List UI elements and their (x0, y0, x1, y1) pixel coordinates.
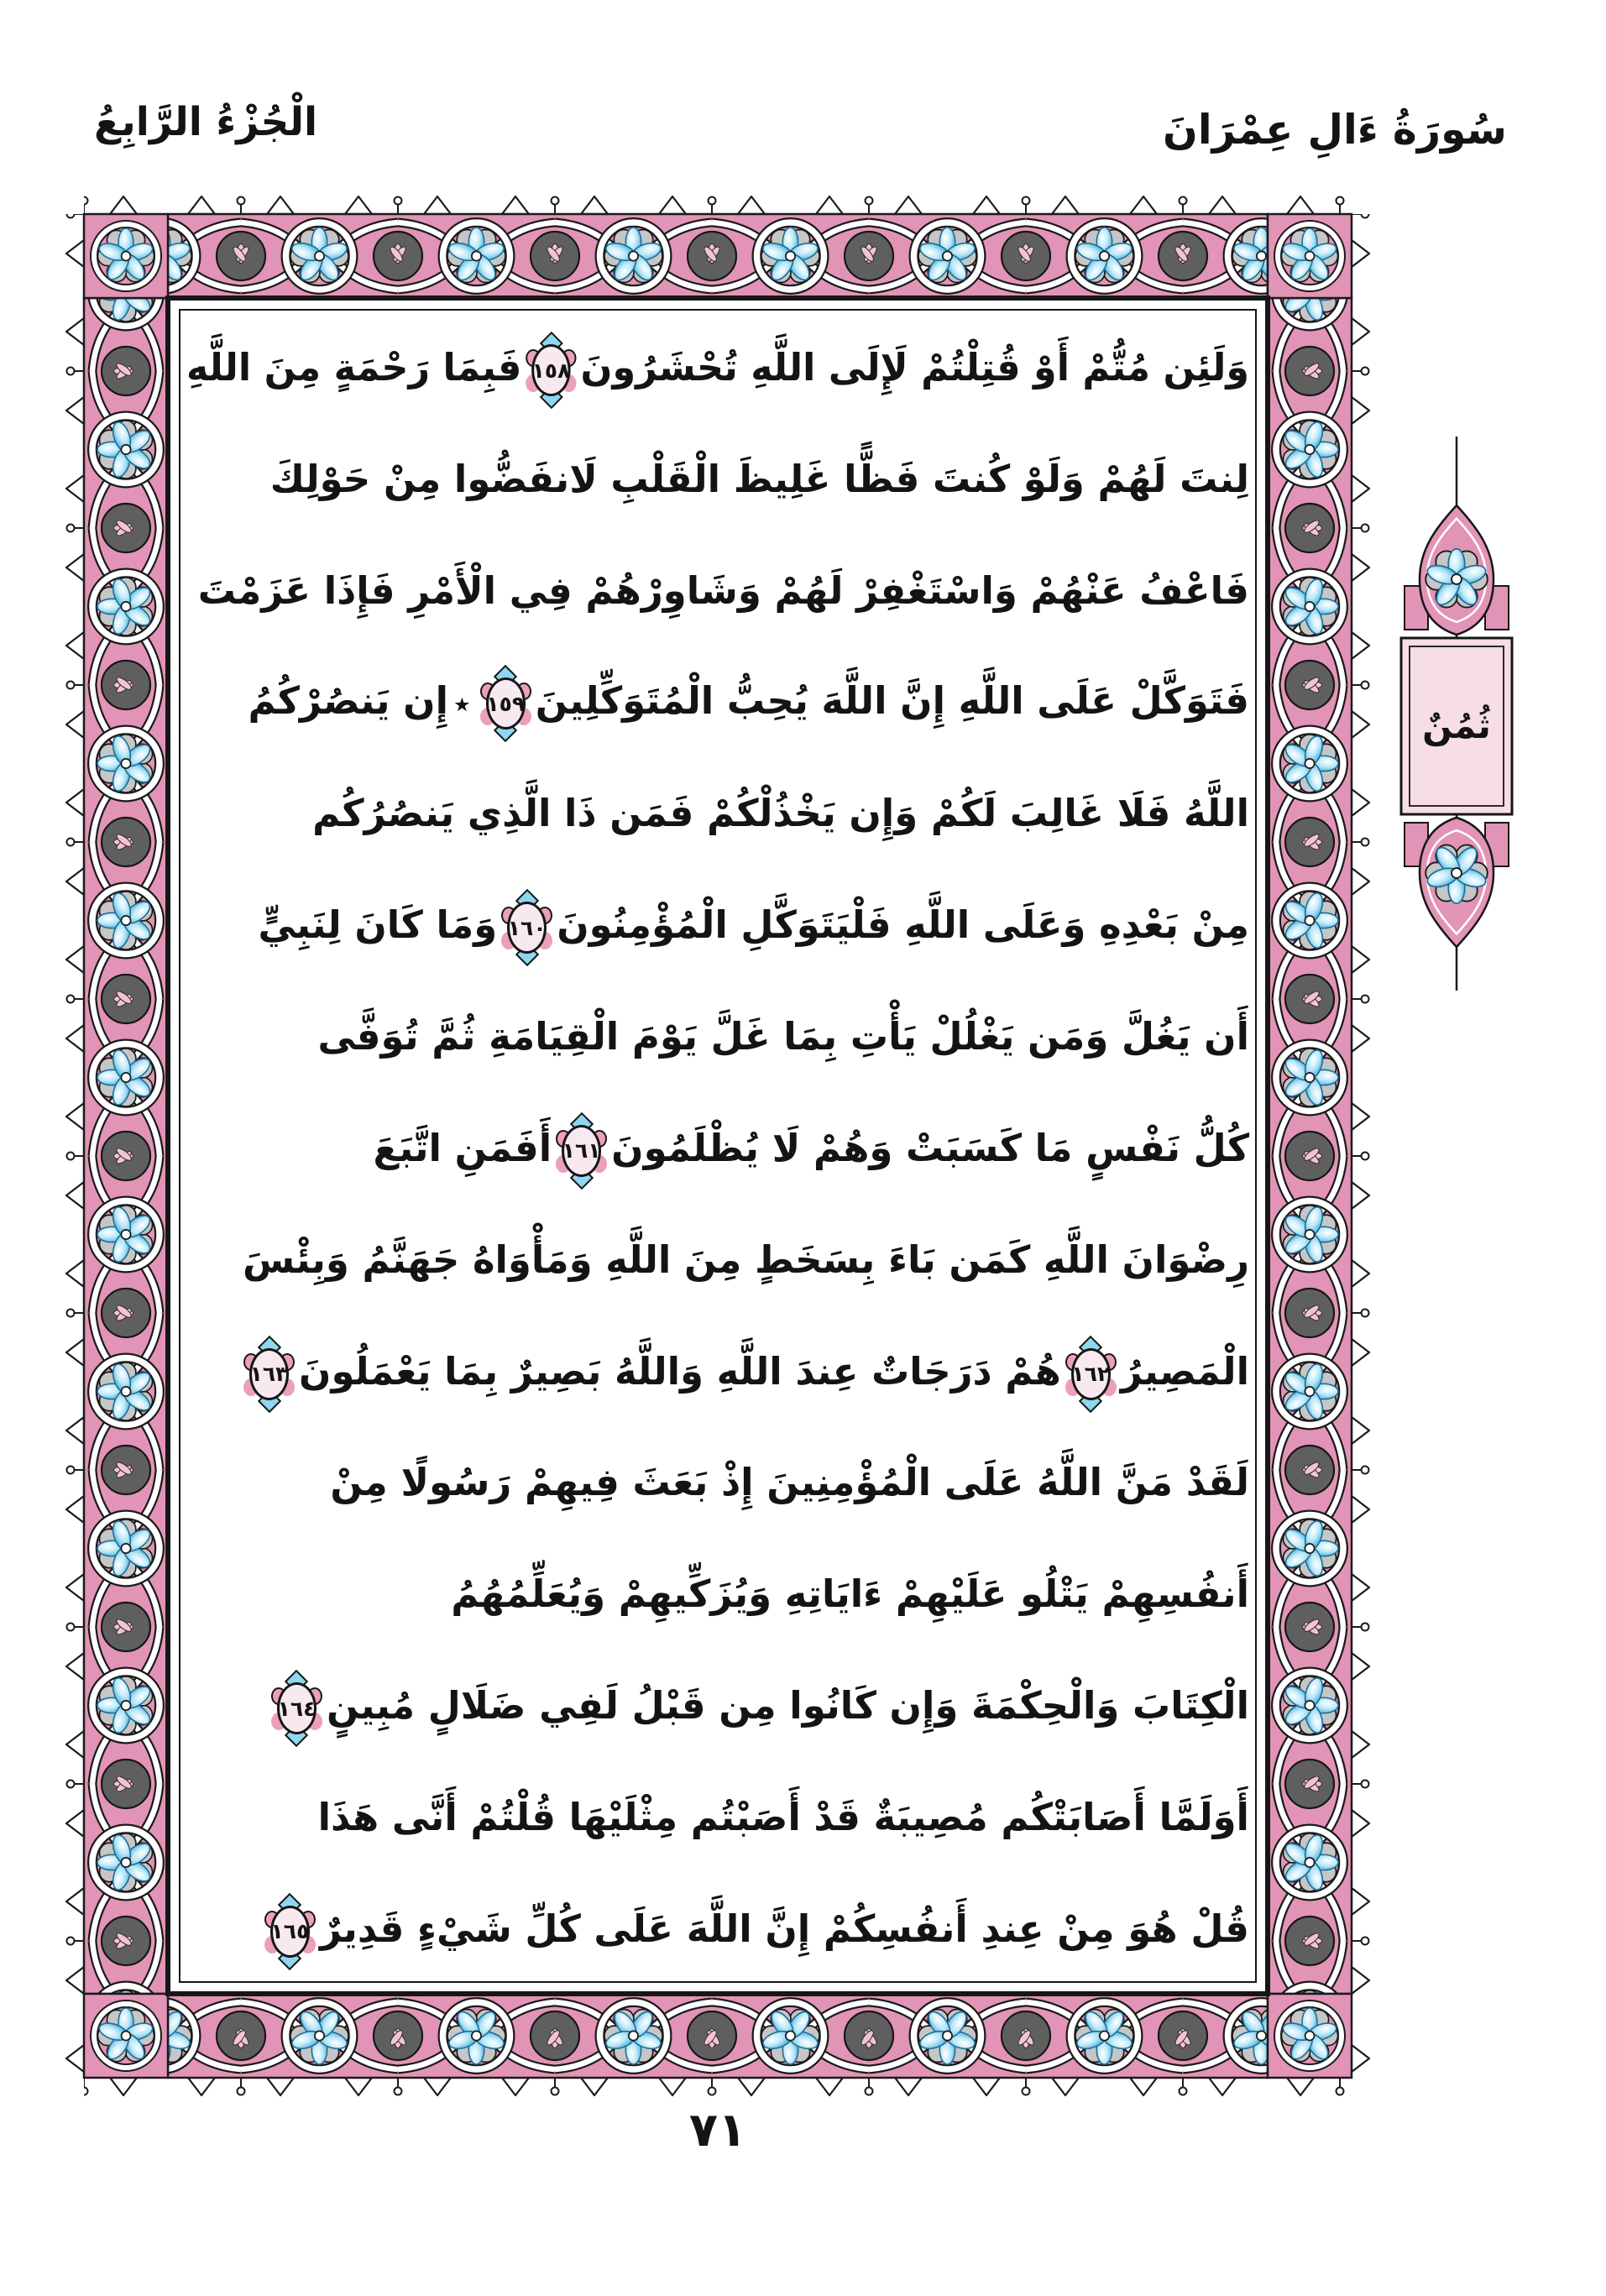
verse-end-marker (1071, 1348, 1111, 1400)
verse-end-marker (277, 1682, 316, 1734)
verse-number: ١٥٩ (486, 691, 526, 716)
verse-end-marker (270, 1906, 310, 1958)
verse-end-marker (507, 902, 547, 954)
ayah-text: كُلُّ نَفْسٍ مَا كَسَبَتْ وَهُمْ لَا يُظْلَمُونَ (611, 1125, 1249, 1170)
ayah-text: رِضْوَانَ اللَّهِ كَمَن بَاءَ بِسَخَطٍ مِنَ اللَّهِ وَمَأْوَاهُ جَهَنَّمُ وَبِئْسَ (242, 1237, 1249, 1282)
juz-label: الْجُزْءُ الرَّابِعُ (94, 99, 318, 145)
ayah-text: الْكِتَابَ وَالْحِكْمَةَ وَإِن كَانُوا مِن قَبْلُ لَفِي ضَلَالٍ مُبِينٍ (326, 1683, 1249, 1729)
verse-number: ١٦٠ (507, 915, 547, 940)
quran-text-block (186, 312, 1249, 1985)
quran-line-text (186, 1316, 1249, 1427)
ayah-text: اللَّهُ فَلَا غَالِبَ لَكُمْ وَإِن يَخْذُلْكُمْ فَمَن ذَا الَّذِي يَنصُرُكُم (312, 791, 1249, 836)
quran-line-15 (186, 1874, 1249, 1985)
quran-line-text (186, 1427, 1249, 1538)
quran-line-4 (186, 647, 1249, 758)
verse-end-marker (531, 344, 570, 396)
quran-line-text (186, 1093, 1249, 1204)
quran-line-11 (186, 1427, 1249, 1538)
verse-number: ١٦٥ (270, 1919, 310, 1944)
ayah-text: مِنْ بَعْدِهِ وَعَلَى اللَّهِ فَلْيَتَوَكَّلِ الْمُؤْمِنُونَ (557, 902, 1249, 948)
quran-line-8 (186, 1093, 1249, 1204)
quran-line-7 (186, 981, 1249, 1092)
ayah-text: لَقَدْ مَنَّ اللَّهُ عَلَى الْمُؤْمِنِينَ إِذْ بَعَثَ فِيهِمْ رَسُولًا مِنْ (330, 1460, 1249, 1505)
quran-line-text (186, 1539, 1249, 1650)
ayah-text: فَاعْفُ عَنْهُمْ وَاسْتَغْفِرْ لَهُمْ وَشَاوِرْهُمْ فِي الْأَمْرِ فَإِذَا عَزَمْتَ (197, 567, 1249, 613)
ayah-text: إِن يَنصُرْكُمُ (248, 678, 449, 724)
ayah-text: وَلَئِن مُتُّمْ أَوْ قُتِلْتُمْ لَإِلَى اللَّهِ تُحْشَرُونَ (580, 345, 1249, 390)
ayah-text: أَن يَغُلَّ وَمَن يَغْلُلْ يَأْتِ بِمَا غَلَّ يَوْمَ الْقِيَامَةِ ثُمَّ تُوَفَّى (317, 1014, 1249, 1059)
ayah-text: لِنتَ لَهُمْ وَلَوْ كُنتَ فَظًّا غَلِيظَ الْقَلْبِ لَانفَضُّوا مِنْ حَوْلِكَ (269, 456, 1249, 501)
ayah-text: فَتَوَكَّلْ عَلَى اللَّهِ إِنَّ اللَّهَ يُحِبُّ الْمُتَوَكِّلِينَ (535, 678, 1249, 724)
ayah-text: فَبِمَا رَحْمَةٍ مِنَ اللَّهِ (186, 345, 522, 390)
ayah-text: وَمَا كَانَ لِنَبِيٍّ (258, 902, 498, 948)
quran-line-14 (186, 1762, 1249, 1873)
quran-line-text (186, 536, 1249, 646)
quran-line-text (186, 1762, 1249, 1873)
quran-line-1 (186, 312, 1249, 423)
quran-line-text (186, 646, 1249, 759)
quran-line-text (186, 870, 1249, 981)
quran-line-text (186, 312, 1249, 423)
ayah-text: أَفَمَنِ اتَّبَعَ (373, 1125, 552, 1170)
verse-end-marker (562, 1125, 601, 1177)
verse-number: ١٥٨ (531, 358, 571, 383)
verse-end-marker (249, 1348, 289, 1400)
verse-number: ١٦٤ (277, 1696, 316, 1721)
quran-line-text (186, 758, 1249, 869)
ayah-text: الْمَصِيرُ (1120, 1348, 1249, 1394)
hizb-star-icon: ٭ (453, 685, 471, 723)
quran-line-3 (186, 536, 1249, 646)
quran-line-5 (186, 758, 1249, 869)
verse-number: ١٦٢ (1071, 1362, 1111, 1387)
surah-title: سُورَةُ ءَالِ عِمْرَانَ (1163, 106, 1507, 154)
quran-line-6 (186, 870, 1249, 981)
ayah-text: أَنفُسِهِمْ يَتْلُو عَلَيْهِمْ ءَايَاتِهِ وَيُزَكِّيهِمْ وَيُعَلِّمُهُمُ (451, 1572, 1249, 1617)
rub-hizb-label: ثُمُنٌ (1422, 705, 1491, 746)
quran-line-12 (186, 1539, 1249, 1650)
quran-line-10 (186, 1316, 1249, 1427)
quran-line-text (186, 1650, 1249, 1761)
quran-line-9 (186, 1205, 1249, 1315)
quran-line-text (186, 424, 1249, 535)
page-number: ٧١ (688, 2103, 747, 2157)
quran-line-text (186, 1205, 1249, 1315)
quran-line-2 (186, 424, 1249, 535)
ayah-text: أَوَلَمَّا أَصَابَتْكُم مُصِيبَةٌ قَدْ أَصَبْتُم مِثْلَيْهَا قُلْتُمْ أَنَّى هَذَا (317, 1794, 1249, 1839)
verse-end-marker (486, 677, 526, 730)
verse-number: ١٦١ (562, 1138, 601, 1164)
quran-line-text (186, 1874, 1249, 1985)
quran-line-13 (186, 1650, 1249, 1761)
ayah-text: قُلْ هُوَ مِنْ عِندِ أَنفُسِكُمْ إِنَّ اللَّهَ عَلَى كُلِّ شَيْءٍ قَدِيرٌ (319, 1906, 1249, 1951)
quran-line-text (186, 981, 1249, 1092)
ayah-text: هُمْ دَرَجَاتٌ عِندَ اللَّهِ وَاللَّهُ بَصِيرٌ بِمَا يَعْمَلُونَ (299, 1348, 1061, 1394)
verse-number: ١٦٣ (249, 1362, 289, 1387)
